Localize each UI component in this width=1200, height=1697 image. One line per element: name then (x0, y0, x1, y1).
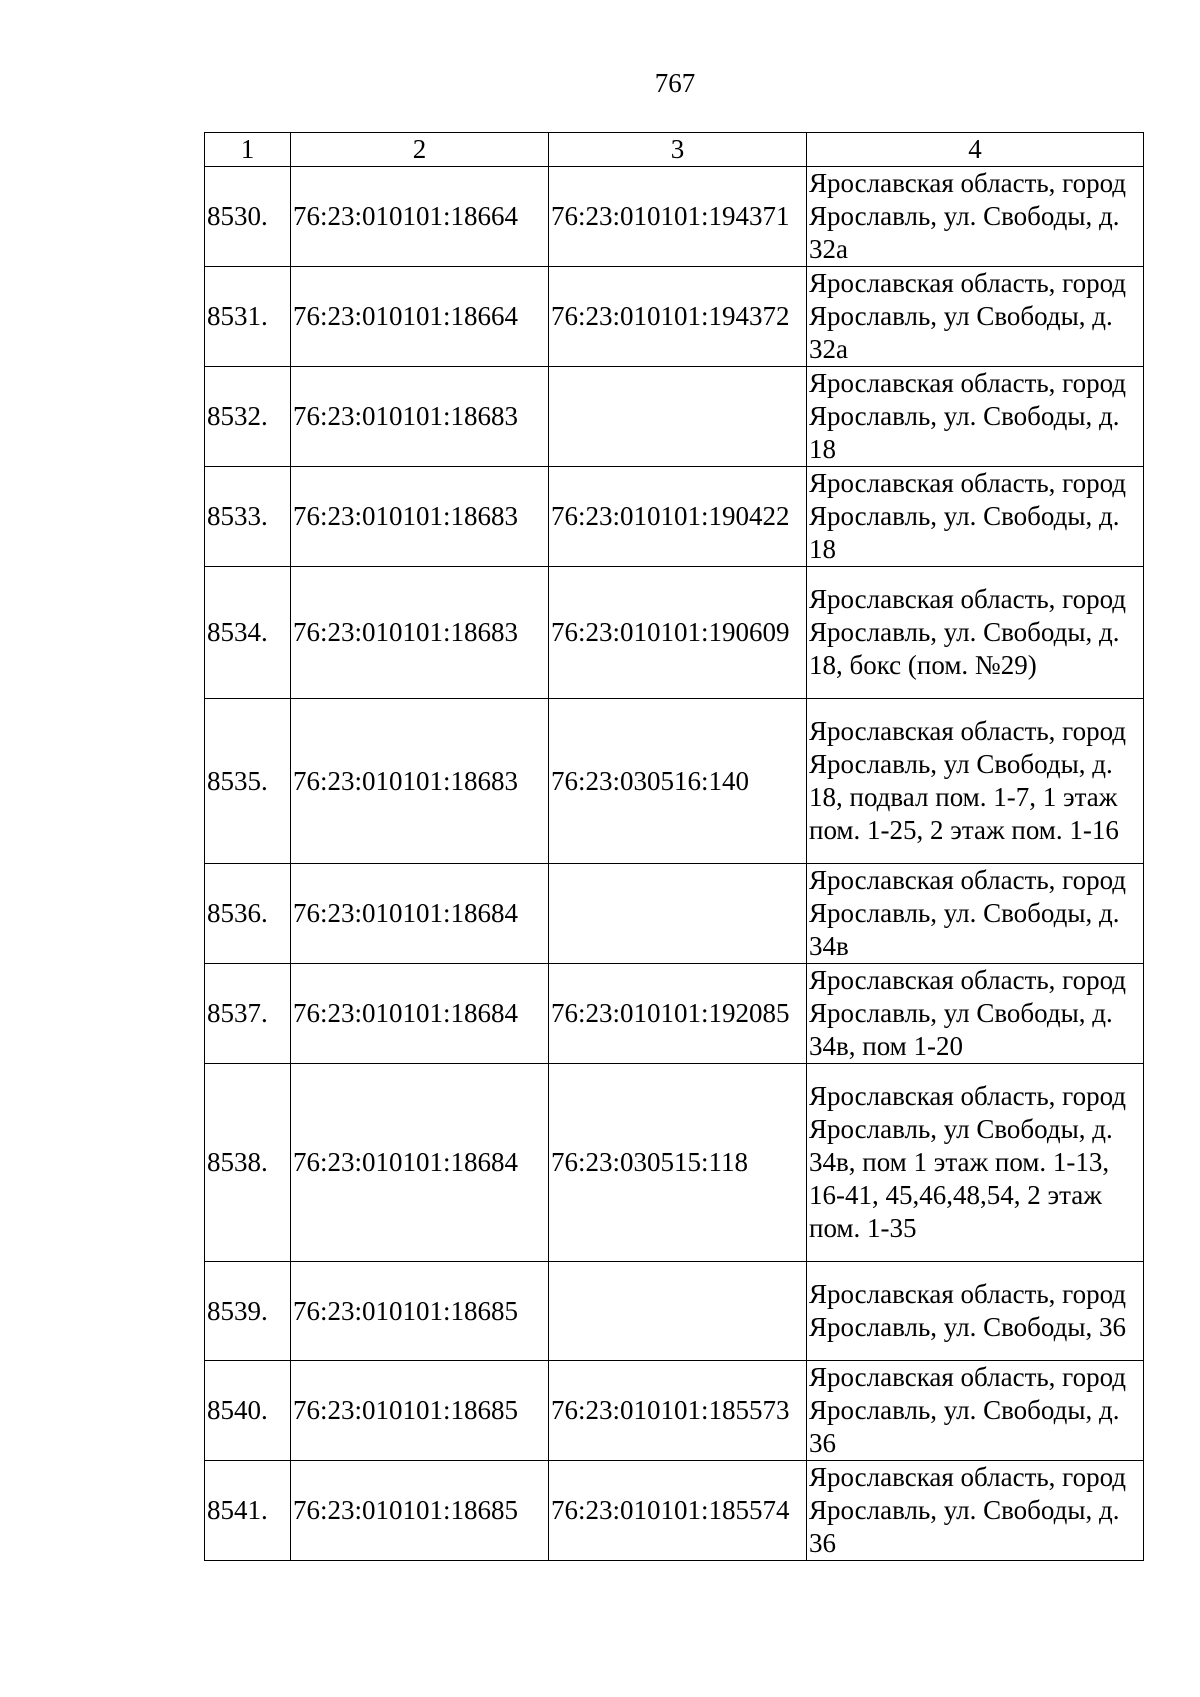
column-header-4: 4 (807, 133, 1144, 167)
column-header-1: 1 (205, 133, 291, 167)
table-row (205, 1361, 1144, 1461)
row-number: 8541. (205, 1461, 291, 1561)
cadastral-number: 76:23:010101:18683 (291, 699, 549, 864)
cadastral-number: 76:23:010101:18685 (291, 1461, 549, 1561)
object-cadastral-number: 76:23:030516:140 (549, 699, 807, 864)
row-number: 8532. (205, 367, 291, 467)
column-header-2: 2 (291, 133, 549, 167)
address: Ярославская область, город Ярославль, ул Свободы, д. 18, подвал пом. 1-7, 1 этаж пом. 1-25, 2 этаж пом. 1-16 (807, 699, 1144, 864)
address: Ярославская область, город Ярославль, ул Свободы, д. 34в, пом 1 этаж пом. 1-13, 16-41, 45,46,48,54, 2 этаж пом. 1-35 (807, 1064, 1144, 1262)
table-row (205, 367, 1144, 467)
row-number: 8530. (205, 167, 291, 267)
table-row (205, 864, 1144, 964)
header-row (205, 133, 1144, 167)
object-cadastral-number: 76:23:010101:185573 (549, 1361, 807, 1461)
row-number: 8533. (205, 467, 291, 567)
row-number: 8537. (205, 964, 291, 1064)
table-row (205, 699, 1144, 864)
object-cadastral-number: 76:23:010101:194371 (549, 167, 807, 267)
table-row (205, 267, 1144, 367)
address: Ярославская область, город Ярославль, ул. Свободы, д. 18, бокс (пом. №29) (807, 567, 1144, 699)
object-cadastral-number: 76:23:010101:190422 (549, 467, 807, 567)
address: Ярославская область, город Ярославль, ул. Свободы, д. 36 (807, 1461, 1144, 1561)
row-number: 8534. (205, 567, 291, 699)
address: Ярославская область, город Ярославль, ул. Свободы, д. 36 (807, 1361, 1144, 1461)
register-table (204, 132, 1144, 1561)
row-number: 8540. (205, 1361, 291, 1461)
cadastral-number: 76:23:010101:18685 (291, 1262, 549, 1361)
object-cadastral-number: 76:23:030515:118 (549, 1064, 807, 1262)
address: Ярославская область, город Ярославль, ул. Свободы, д. 18 (807, 467, 1144, 567)
address: Ярославская область, город Ярославль, ул Свободы, д. 34в, пом 1-20 (807, 964, 1144, 1064)
object-cadastral-number (549, 367, 807, 467)
address: Ярославская область, город Ярославль, ул. Свободы, д. 32а (807, 167, 1144, 267)
cadastral-number: 76:23:010101:18684 (291, 864, 549, 964)
object-cadastral-number: 76:23:010101:190609 (549, 567, 807, 699)
row-number: 8539. (205, 1262, 291, 1361)
row-number: 8531. (205, 267, 291, 367)
column-header-3: 3 (549, 133, 807, 167)
table-row (205, 1461, 1144, 1561)
address: Ярославская область, город Ярославль, ул Свободы, д. 32а (807, 267, 1144, 367)
address: Ярославская область, город Ярославль, ул. Свободы, д. 34в (807, 864, 1144, 964)
row-number: 8538. (205, 1064, 291, 1262)
cadastral-number: 76:23:010101:18664 (291, 167, 549, 267)
cadastral-number: 76:23:010101:18664 (291, 267, 549, 367)
object-cadastral-number (549, 864, 807, 964)
object-cadastral-number (549, 1262, 807, 1361)
table-row (205, 167, 1144, 267)
table-row (205, 964, 1144, 1064)
cadastral-number: 76:23:010101:18684 (291, 1064, 549, 1262)
address: Ярославская область, город Ярославль, ул. Свободы, 36 (807, 1262, 1144, 1361)
cadastral-number: 76:23:010101:18685 (291, 1361, 549, 1461)
row-number: 8535. (205, 699, 291, 864)
table-row (205, 1262, 1144, 1361)
cadastral-number: 76:23:010101:18683 (291, 467, 549, 567)
table-row (205, 1064, 1144, 1262)
object-cadastral-number: 76:23:010101:194372 (549, 267, 807, 367)
table-row (205, 467, 1144, 567)
cadastral-number: 76:23:010101:18683 (291, 567, 549, 699)
cadastral-number: 76:23:010101:18683 (291, 367, 549, 467)
object-cadastral-number: 76:23:010101:192085 (549, 964, 807, 1064)
row-number: 8536. (205, 864, 291, 964)
object-cadastral-number: 76:23:010101:185574 (549, 1461, 807, 1561)
page-number: 767 (654, 68, 696, 98)
cadastral-number: 76:23:010101:18684 (291, 964, 549, 1064)
address: Ярославская область, город Ярославль, ул. Свободы, д. 18 (807, 367, 1144, 467)
table-row (205, 567, 1144, 699)
